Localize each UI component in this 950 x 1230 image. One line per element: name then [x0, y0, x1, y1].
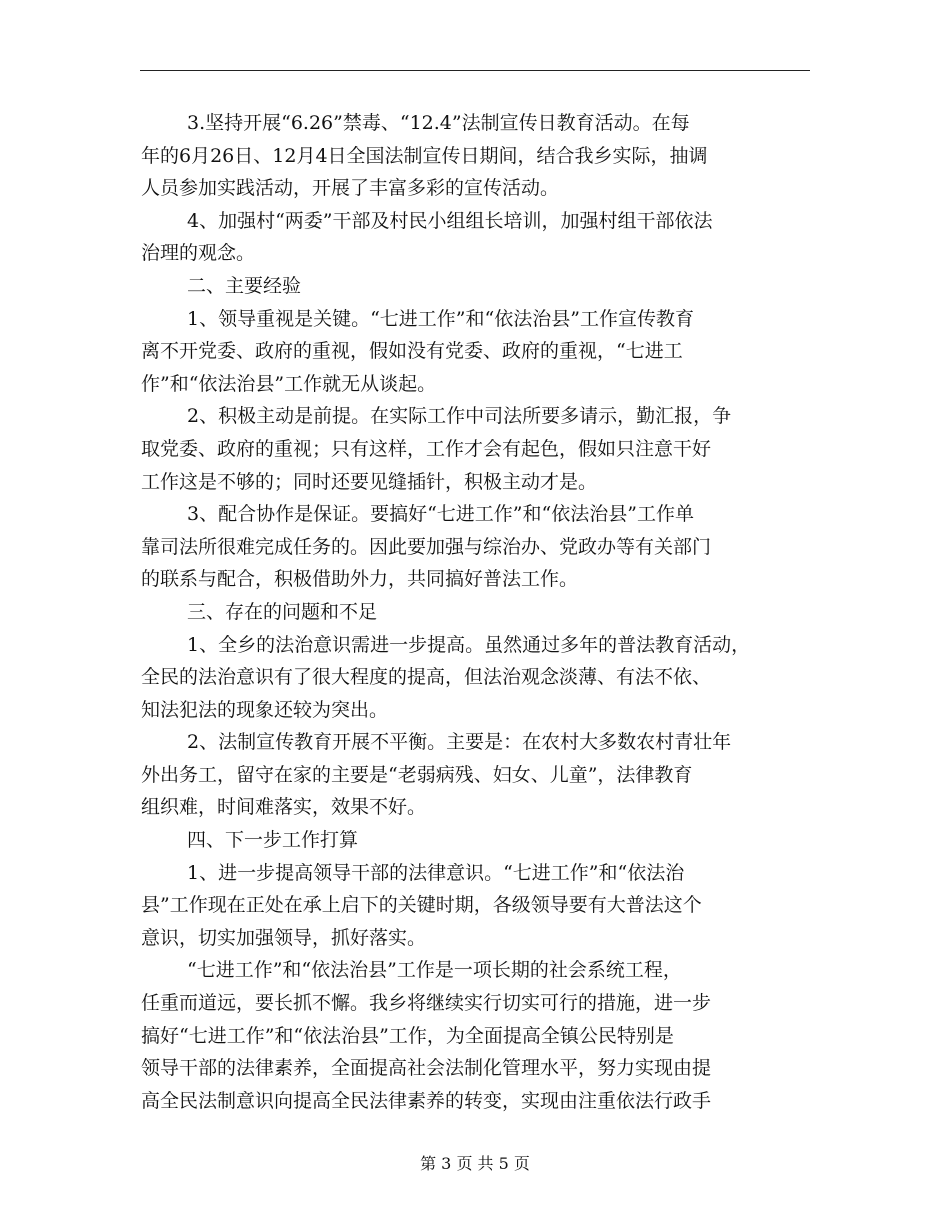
text-line: 离不开党委、政府的重视，假如没有党委、政府的重视，“七进工	[141, 340, 683, 363]
text-line: “七进工作”和“依法治县”工作是一项长期的社会系统工程，	[187, 959, 682, 982]
text-line: 靠司法所很难完成任务的。因此要加强与综治办、党政办等有关部门	[141, 535, 712, 558]
text-line: 治理的观念。	[141, 242, 256, 265]
text-line: 三、存在的问题和不足	[187, 600, 378, 623]
text-line: 2、法制宣传教育开展不平衡。主要是：在农村大多数农村青壮年	[187, 731, 732, 754]
text-line: 外出务工，留守在家的主要是“老弱病残、妇女、儿童”，法律教育	[141, 763, 693, 786]
text-line: 搞好“七进工作”和“依法治县”工作，为全面提高全镇公民特别是	[141, 1024, 674, 1047]
text-line: 2、积极主动是前提。在实际工作中司法所要多请示，勤汇报，争	[187, 405, 732, 428]
text-line: 年的6月26日、12月4日全国法制宣传日期间，结合我乡实际，抽调	[141, 144, 708, 167]
text-line: 3、配合协作是保证。要搞好“七进工作”和“依法治县”工作单	[187, 503, 694, 526]
text-line: 取党委、政府的重视；只有这样，工作才会有起色，假如只注意干好	[141, 437, 712, 460]
text-line: 3.坚持开展“6.26”禁毒、“12.4”法制宣传日教育活动。在每	[187, 112, 690, 134]
text-line: 任重而道远，要长抓不懈。我乡将继续实行切实可行的措施，进一步	[141, 992, 712, 1015]
text-line: 的联系与配合，积极借助外力，共同搞好普法工作。	[141, 568, 579, 591]
text-line: 四、下一步工作打算	[187, 829, 359, 852]
header-rule	[140, 70, 810, 71]
text-line: 作”和“依法治县”工作就无从谈起。	[141, 372, 437, 395]
text-line: 组织难，时间难落实，效果不好。	[141, 796, 427, 819]
text-line: 4、加强村“两委”干部及村民小组组长培训，加强村组干部依法	[187, 209, 713, 232]
document-body	[141, 107, 816, 1117]
text-line: 知法犯法的现象还较为突出。	[141, 698, 389, 721]
text-line: 人员参加实践活动，开展了丰富多彩的宣传活动。	[141, 177, 560, 200]
text-line: 领导干部的法律素养，全面提高社会法制化管理水平，努力实现由提	[141, 1057, 712, 1080]
text-line: 1、全乡的法治意识需进一步提高。虽然通过多年的普法教育活动，	[187, 633, 751, 656]
text-line: 1、进一步提高领导干部的法律意识。“七进工作”和“依法治	[187, 861, 685, 884]
text-line: 全民的法治意识有了很大程度的提高，但法治观念淡薄、有法不依、	[141, 666, 712, 689]
text-line: 高全民法制意识向提高全民法律素养的转变，实现由注重依法行政手	[141, 1089, 712, 1112]
page-footer: 第 3 页 共 5 页	[420, 1154, 530, 1173]
text-line: 工作这是不够的；同时还要见缝插针，积极主动才是。	[141, 470, 598, 493]
text-line: 县”工作现在正处在承上启下的关键时期，各级领导要有大普法这个	[141, 894, 702, 917]
text-line: 二、主要经验	[187, 274, 302, 297]
text-line: 意识，切实加强领导，抓好落实。	[141, 926, 427, 949]
text-line: 1、领导重视是关键。“七进工作”和“依法治县”工作宣传教育	[187, 307, 694, 330]
